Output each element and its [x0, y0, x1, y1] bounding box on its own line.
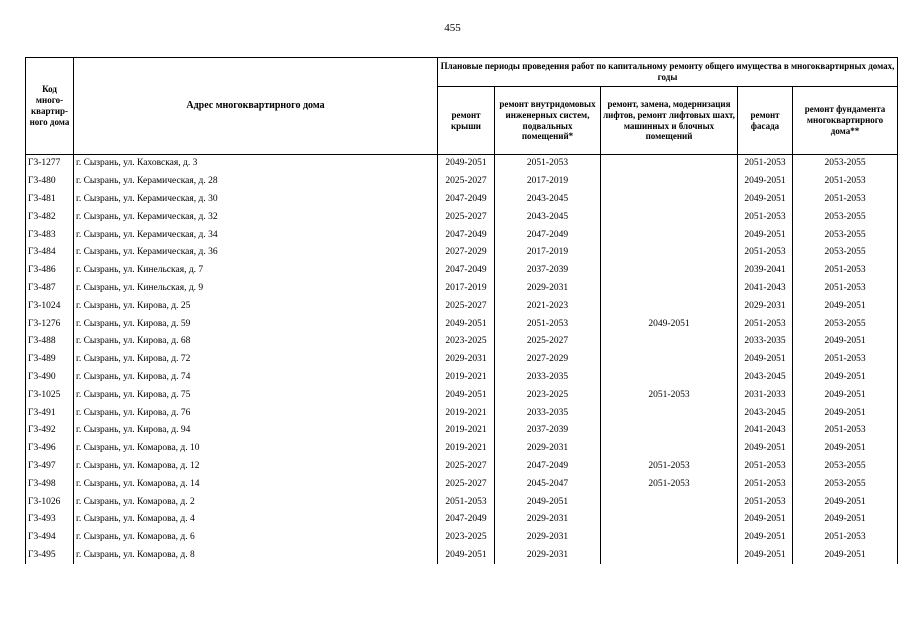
cell-lifts: 2049-2051 — [601, 315, 738, 333]
cell-foundation: 2051-2053 — [793, 351, 898, 369]
table-row — [26, 351, 898, 369]
cell-systems: 2033-2035 — [495, 369, 601, 387]
cell-foundation: 2051-2053 — [793, 422, 898, 440]
cell-code: Г3-498 — [26, 475, 74, 493]
cell-address: г. Сызрань, ул. Комарова, д. 14 — [74, 475, 438, 493]
cell-lifts: 2051-2053 — [601, 386, 738, 404]
cell-code: Г3-487 — [26, 280, 74, 298]
cell-facade: 2031-2033 — [738, 386, 793, 404]
header-facade: ремонт фасада — [738, 87, 793, 155]
cell-foundation: 2049-2051 — [793, 511, 898, 529]
cell-roof: 2023-2025 — [438, 333, 495, 351]
cell-code: Г3-496 — [26, 440, 74, 458]
cell-systems: 2037-2039 — [495, 262, 601, 280]
cell-lifts: 2051-2053 — [601, 475, 738, 493]
cell-code: Г3-484 — [26, 244, 74, 262]
cell-facade: 2051-2053 — [738, 244, 793, 262]
cell-systems: 2037-2039 — [495, 422, 601, 440]
cell-systems: 2029-2031 — [495, 547, 601, 565]
cell-roof: 2025-2027 — [438, 297, 495, 315]
cell-facade: 2051-2053 — [738, 493, 793, 511]
cell-systems: 2017-2019 — [495, 173, 601, 191]
cell-facade: 2041-2043 — [738, 422, 793, 440]
cell-systems: 2025-2027 — [495, 333, 601, 351]
cell-lifts — [601, 262, 738, 280]
cell-code: Г3-480 — [26, 173, 74, 191]
table-row — [26, 475, 898, 493]
cell-foundation: 2049-2051 — [793, 386, 898, 404]
cell-address: г. Сызрань, ул. Кирова, д. 94 — [74, 422, 438, 440]
table-row — [26, 529, 898, 547]
cell-code: Г3-483 — [26, 226, 74, 244]
cell-code: Г3-1026 — [26, 493, 74, 511]
cell-systems: 2043-2045 — [495, 191, 601, 209]
cell-address: г. Сызрань, ул. Кирова, д. 25 — [74, 297, 438, 315]
cell-address: г. Сызрань, ул. Кирова, д. 72 — [74, 351, 438, 369]
cell-facade: 2049-2051 — [738, 440, 793, 458]
cell-lifts — [601, 529, 738, 547]
cell-roof: 2019-2021 — [438, 404, 495, 422]
table-row — [26, 493, 898, 511]
table-header — [26, 58, 898, 155]
cell-lifts — [601, 404, 738, 422]
cell-systems: 2017-2019 — [495, 244, 601, 262]
cell-address: г. Сызрань, ул. Кинельская, д. 7 — [74, 262, 438, 280]
header-code: Код много-квартир-ного дома — [26, 58, 74, 155]
cell-roof: 2025-2027 — [438, 475, 495, 493]
cell-address: г. Сызрань, ул. Комарова, д. 6 — [74, 529, 438, 547]
cell-roof: 2019-2021 — [438, 440, 495, 458]
cell-foundation: 2053-2055 — [793, 226, 898, 244]
cell-address: г. Сызрань, ул. Кирова, д. 68 — [74, 333, 438, 351]
cell-address: г. Сызрань, ул. Каховская, д. 3 — [74, 155, 438, 173]
cell-address: г. Сызрань, ул. Кирова, д. 74 — [74, 369, 438, 387]
cell-systems: 2047-2049 — [495, 226, 601, 244]
cell-systems: 2047-2049 — [495, 458, 601, 476]
cell-address: г. Сызрань, ул. Керамическая, д. 36 — [74, 244, 438, 262]
cell-facade: 2033-2035 — [738, 333, 793, 351]
table-row — [26, 333, 898, 351]
cell-facade: 2049-2051 — [738, 547, 793, 565]
cell-facade: 2051-2053 — [738, 155, 793, 173]
cell-code: Г3-1024 — [26, 297, 74, 315]
cell-facade: 2051-2053 — [738, 458, 793, 476]
cell-lifts — [601, 440, 738, 458]
cell-code: Г3-495 — [26, 547, 74, 565]
cell-roof: 2025-2027 — [438, 173, 495, 191]
cell-roof: 2049-2051 — [438, 386, 495, 404]
cell-roof: 2047-2049 — [438, 262, 495, 280]
cell-code: Г3-489 — [26, 351, 74, 369]
cell-address: г. Сызрань, ул. Комарова, д. 8 — [74, 547, 438, 565]
cell-address: г. Сызрань, ул. Керамическая, д. 34 — [74, 226, 438, 244]
cell-code: Г3-1025 — [26, 386, 74, 404]
cell-facade: 2029-2031 — [738, 297, 793, 315]
cell-roof: 2049-2051 — [438, 155, 495, 173]
cell-foundation: 2049-2051 — [793, 333, 898, 351]
cell-systems: 2045-2047 — [495, 475, 601, 493]
cell-facade: 2049-2051 — [738, 191, 793, 209]
cell-foundation: 2049-2051 — [793, 369, 898, 387]
cell-systems: 2029-2031 — [495, 440, 601, 458]
cell-foundation: 2051-2053 — [793, 529, 898, 547]
cell-lifts — [601, 351, 738, 369]
cell-code: Г3-1276 — [26, 315, 74, 333]
cell-code: Г3-491 — [26, 404, 74, 422]
cell-systems: 2051-2053 — [495, 155, 601, 173]
header-roof: ремонт крыши — [438, 87, 495, 155]
cell-address: г. Сызрань, ул. Керамическая, д. 28 — [74, 173, 438, 191]
table-row — [26, 511, 898, 529]
cell-facade: 2049-2051 — [738, 226, 793, 244]
cell-systems: 2029-2031 — [495, 511, 601, 529]
cell-roof: 2023-2025 — [438, 529, 495, 547]
cell-foundation: 2051-2053 — [793, 280, 898, 298]
cell-address: г. Сызрань, ул. Комарова, д. 10 — [74, 440, 438, 458]
cell-code: Г3-497 — [26, 458, 74, 476]
cell-foundation: 2051-2053 — [793, 262, 898, 280]
cell-systems: 2051-2053 — [495, 315, 601, 333]
cell-foundation: 2049-2051 — [793, 547, 898, 565]
cell-address: г. Сызрань, ул. Комарова, д. 4 — [74, 511, 438, 529]
cell-code: Г3-493 — [26, 511, 74, 529]
cell-lifts — [601, 280, 738, 298]
table-row — [26, 422, 898, 440]
cell-facade: 2049-2051 — [738, 351, 793, 369]
table-row — [26, 155, 898, 173]
table-row — [26, 369, 898, 387]
table-row — [26, 547, 898, 565]
cell-roof: 2029-2031 — [438, 351, 495, 369]
header-periods: Плановые периоды проведения работ по капитальному ремонту общего имущества в многоквартирных домах, годы — [438, 58, 898, 87]
cell-lifts — [601, 333, 738, 351]
cell-facade: 2049-2051 — [738, 511, 793, 529]
cell-foundation: 2049-2051 — [793, 440, 898, 458]
cell-foundation: 2053-2055 — [793, 475, 898, 493]
cell-roof: 2047-2049 — [438, 511, 495, 529]
table-row — [26, 440, 898, 458]
cell-facade: 2051-2053 — [738, 315, 793, 333]
cell-foundation: 2053-2055 — [793, 315, 898, 333]
cell-roof: 2017-2019 — [438, 280, 495, 298]
table-row — [26, 297, 898, 315]
cell-code: Г3-482 — [26, 208, 74, 226]
table-row — [26, 244, 898, 262]
table-row — [26, 191, 898, 209]
cell-lifts — [601, 297, 738, 315]
cell-address: г. Сызрань, ул. Кирова, д. 59 — [74, 315, 438, 333]
table-row — [26, 173, 898, 191]
table-row — [26, 315, 898, 333]
cell-roof: 2047-2049 — [438, 226, 495, 244]
cell-facade: 2043-2045 — [738, 404, 793, 422]
cell-lifts — [601, 422, 738, 440]
header-systems: ремонт внутридомовых инженерных систем, подвальных помещений* — [495, 87, 601, 155]
cell-roof: 2025-2027 — [438, 458, 495, 476]
cell-lifts: 2051-2053 — [601, 458, 738, 476]
cell-foundation: 2051-2053 — [793, 191, 898, 209]
cell-roof: 2051-2053 — [438, 493, 495, 511]
cell-foundation: 2053-2055 — [793, 244, 898, 262]
cell-address: г. Сызрань, ул. Кирова, д. 76 — [74, 404, 438, 422]
cell-code: Г3-1277 — [26, 155, 74, 173]
cell-foundation: 2053-2055 — [793, 458, 898, 476]
cell-roof: 2047-2049 — [438, 191, 495, 209]
cell-foundation: 2049-2051 — [793, 493, 898, 511]
cell-foundation: 2049-2051 — [793, 297, 898, 315]
cell-lifts — [601, 155, 738, 173]
cell-address: г. Сызрань, ул. Керамическая, д. 32 — [74, 208, 438, 226]
cell-lifts — [601, 511, 738, 529]
cell-roof: 2049-2051 — [438, 547, 495, 565]
cell-address: г. Сызрань, ул. Комарова, д. 2 — [74, 493, 438, 511]
cell-systems: 2029-2031 — [495, 529, 601, 547]
cell-code: Г3-486 — [26, 262, 74, 280]
cell-systems: 2029-2031 — [495, 280, 601, 298]
cell-address: г. Сызрань, ул. Комарова, д. 12 — [74, 458, 438, 476]
cell-lifts — [601, 208, 738, 226]
cell-facade: 2039-2041 — [738, 262, 793, 280]
cell-foundation: 2053-2055 — [793, 155, 898, 173]
cell-systems: 2021-2023 — [495, 297, 601, 315]
cell-lifts — [601, 244, 738, 262]
cell-facade: 2051-2053 — [738, 475, 793, 493]
cell-facade: 2049-2051 — [738, 173, 793, 191]
table-row — [26, 386, 898, 404]
cell-address: г. Сызрань, ул. Керамическая, д. 30 — [74, 191, 438, 209]
cell-code: Г3-481 — [26, 191, 74, 209]
cell-facade: 2043-2045 — [738, 369, 793, 387]
cell-foundation: 2051-2053 — [793, 173, 898, 191]
cell-systems: 2043-2045 — [495, 208, 601, 226]
repair-schedule-table — [25, 57, 898, 564]
table-row — [26, 208, 898, 226]
cell-address: г. Сызрань, ул. Кинельская, д. 9 — [74, 280, 438, 298]
cell-roof: 2019-2021 — [438, 422, 495, 440]
cell-code: Г3-488 — [26, 333, 74, 351]
cell-address: г. Сызрань, ул. Кирова, д. 75 — [74, 386, 438, 404]
table-row — [26, 280, 898, 298]
cell-systems: 2033-2035 — [495, 404, 601, 422]
page-number: 455 — [444, 22, 461, 34]
header-lifts: ремонт, замена, модернизация лифтов, ремонт лифтовых шахт, машинных и блочных помещений — [601, 87, 738, 155]
cell-systems: 2027-2029 — [495, 351, 601, 369]
cell-code: Г3-494 — [26, 529, 74, 547]
header-address: Адрес многоквартирного дома — [74, 58, 438, 155]
table-row — [26, 262, 898, 280]
table-row — [26, 226, 898, 244]
cell-facade: 2049-2051 — [738, 529, 793, 547]
cell-foundation: 2053-2055 — [793, 208, 898, 226]
table-row — [26, 404, 898, 422]
table-body — [26, 155, 898, 565]
cell-roof: 2019-2021 — [438, 369, 495, 387]
cell-lifts — [601, 191, 738, 209]
cell-lifts — [601, 226, 738, 244]
cell-lifts — [601, 493, 738, 511]
table-row — [26, 458, 898, 476]
cell-facade: 2041-2043 — [738, 280, 793, 298]
cell-lifts — [601, 173, 738, 191]
cell-lifts — [601, 369, 738, 387]
cell-systems: 2023-2025 — [495, 386, 601, 404]
cell-lifts — [601, 547, 738, 565]
cell-facade: 2051-2053 — [738, 208, 793, 226]
cell-roof: 2025-2027 — [438, 208, 495, 226]
cell-foundation: 2049-2051 — [793, 404, 898, 422]
cell-code: Г3-492 — [26, 422, 74, 440]
cell-systems: 2049-2051 — [495, 493, 601, 511]
header-foundation: ремонт фундамента многоквартирного дома** — [793, 87, 898, 155]
cell-code: Г3-490 — [26, 369, 74, 387]
cell-roof: 2049-2051 — [438, 315, 495, 333]
cell-roof: 2027-2029 — [438, 244, 495, 262]
